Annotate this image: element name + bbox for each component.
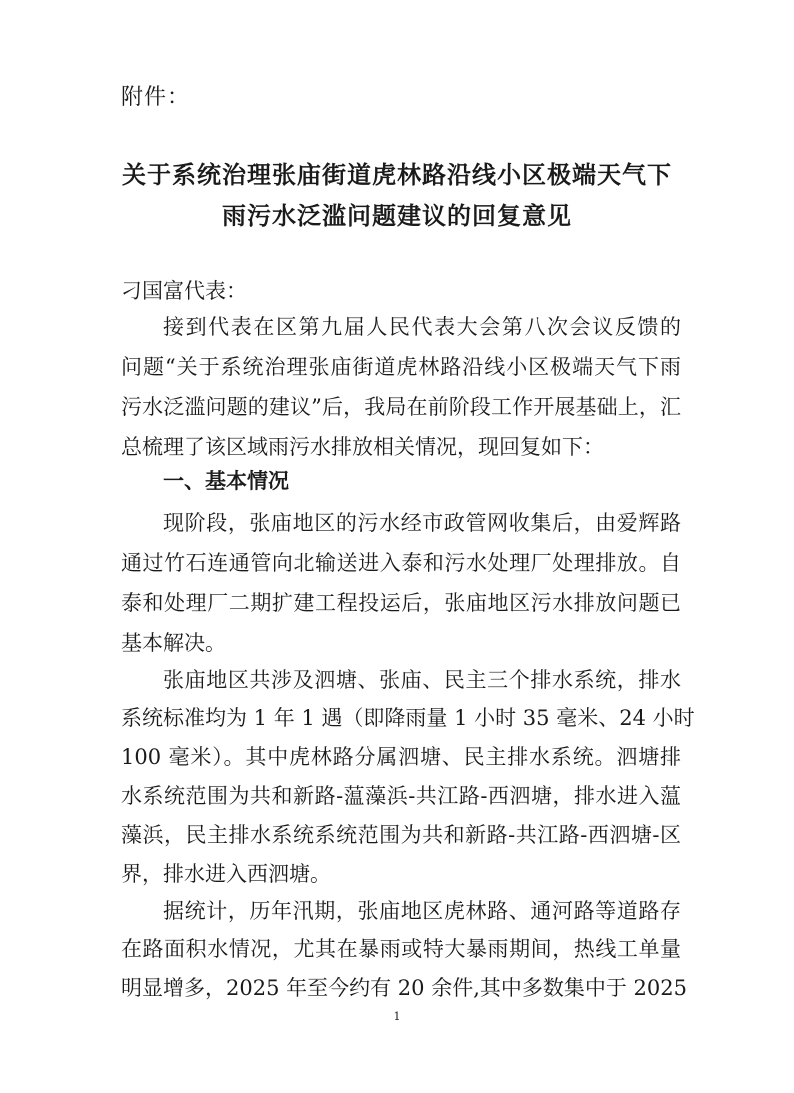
intro-line: 总梳理了该区域雨污水排放相关情况，现回复如下： — [121, 435, 604, 459]
body-line: 水系统范围为共和新路-蕰藻浜-共江路-西泗塘，排水进入蕰 — [121, 784, 681, 808]
page-number: 1 — [393, 1010, 401, 1023]
body-line: 藻浜，民主排水系统系统范围为共和新路-共江路-西泗塘-区 — [121, 823, 681, 847]
body-line: 张庙地区共涉及泗塘、张庙、民主三个排水系统，排水 — [163, 668, 681, 692]
intro-line: 问题“关于系统治理张庙街道虎林路沿线小区极端天气下雨 — [121, 355, 681, 379]
body-line: 基本解决。 — [121, 631, 226, 655]
body-line: 在路面积水情况，尤其在暴雨或特大暴雨期间，热线工单量 — [121, 937, 681, 961]
document-title-line-1: 关于系统治理张庙街道虎林路沿线小区极端天气下 — [122, 160, 672, 189]
body-line: 通过竹石连通管向北输送进入泰和污水处理厂处理排放。自 — [121, 551, 681, 575]
attachment-label: 附件： — [121, 85, 191, 110]
intro-line: 接到代表在区第九届人民代表大会第八次会议反馈的 — [163, 315, 681, 339]
intro-line: 污水泛滥问题的建议”后，我局在前阶段工作开展基础上，汇 — [121, 395, 681, 419]
body-line: 系统标准均为 1 年 1 遇（即降雨量 1 小时 35 毫米、24 小时 — [121, 706, 695, 730]
body-line: 据统计，历年汛期，张庙地区虎林路、通河路等道路存 — [163, 899, 681, 923]
document-title-line-2: 雨污水泛滥问题建议的回复意见 — [222, 201, 572, 230]
body-line: 明显增多，2025 年至今约有 20 余件,其中多数集中于 2025 — [121, 976, 687, 1000]
section-heading: 一、基本情况 — [163, 468, 289, 493]
body-line: 泰和处理厂二期扩建工程投运后，张庙地区污水排放问题已 — [121, 591, 681, 615]
body-line: 界，排水进入西泗塘。 — [121, 862, 331, 886]
salutation: 刁国富代表： — [121, 279, 247, 303]
body-line: 100 毫米）。其中虎林路分属泗塘、民主排水系统。泗塘排 — [121, 745, 681, 769]
body-line: 现阶段，张庙地区的污水经市政管网收集后，由爱辉路 — [163, 511, 681, 535]
